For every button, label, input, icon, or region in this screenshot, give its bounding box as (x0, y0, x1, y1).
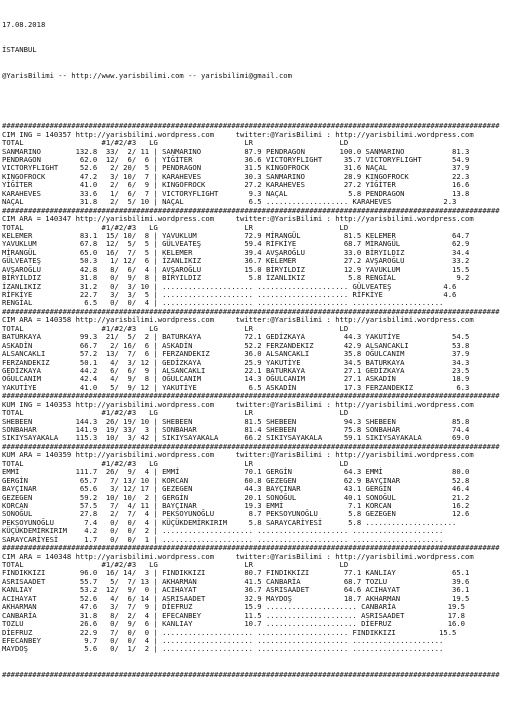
column-header-line: TOTAL #1/#2/#3 LG LR LD (2, 458, 349, 468)
race-header-line: KUM ING = 140353 http://yarisbilimi.wordpress.com twitter:@YarisBilimi : http://yarisbilimi.wordpress.com (2, 399, 474, 409)
race-row: GEDİZKAYA 44.2 6/ 6/ 9 | ALSANCAKLI 22.1 BATURKAYA 27.1 GEDİZKAYA 23.5 (2, 365, 470, 375)
separator-line: ################################################################################################################### (2, 669, 500, 679)
race-row: ALSANCAKLI 57.2 13/ 7/ 6 | FERZANDEKIZ 36.0 ALSANCAKLI 35.8 OĞULCANIM 37.9 (2, 349, 470, 359)
race-row: MAYDOŞ 5.6 0/ 1/ 2 | ..................... ..................... ..................... (2, 644, 444, 654)
column-header-line: TOTAL #1/#2/#3 LG LR LD (2, 323, 349, 333)
race-row: TOZLU 26.6 0/ 9/ 6 | KANLIAY 10.7 ..................... DİEFRUZ 16.0 (2, 619, 466, 629)
race-row: NAÇAL 31.8 2/ 5/ 10 | NAÇAL 6.5 ................... KARAHEVES 2.3 (2, 197, 457, 207)
race-row: YAVUKLUM 67.8 12/ 5/ 5 | GÜLVEATEŞ 59.4 RİFKİYE 68.7 MİRANGÜL 62.9 (2, 239, 470, 249)
column-header-line: TOTAL #1/#2/#3 LG LR LD (2, 560, 349, 570)
race-row: PEKSOYUNOĞLU 7.4 0/ 0/ 4 | KÜÇÜKDEMİRKIRIM 5.8 SARAYCARİYESİ 5.8 ..................... (2, 517, 457, 527)
race-row: SONOĞUL 27.8 2/ 7/ 4 | PEKSOYUNOĞLU 8.7 PEKSOYUNOĞLU 5.8 GEZEGEN 12.6 (2, 509, 470, 519)
race-row: OĞULCANIM 42.4 4/ 9/ 8 | OĞULCANIM 14.3 OĞULCANIM 27.1 ASKADİN 18.9 (2, 374, 470, 384)
race-row: GEZEGEN 59.2 10/ 10/ 2 | GERGİN 20.1 SONOĞUL 40.1 SONOĞUL 21.2 (2, 492, 470, 502)
race-row: RENGİAL 6.5 0/ 0/ 4 | ..................... ..................... ..................... (2, 298, 444, 308)
race-row: EFECANBEY 9.7 0/ 0/ 4 | ..................... ..................... ..................... (2, 635, 444, 645)
race-row: FINDIKKIZI 96.0 16/ 14/ 3 | FINDIKKIZI 80.7 FINDIKKIZI 77.1 KANLIAY 65.1 (2, 568, 470, 578)
race-block (2, 401, 527, 443)
separator-line: ################################################################################################################### (2, 121, 500, 131)
credits-line: @YarisBilimi -- http://www.yarisbilimi.com -- yarisbilimi@gmail.com (2, 70, 292, 80)
race-row: GÜLVEATEŞ 50.3 1/ 12/ 6 | İZANLIKIZ 36.7 KELEMER 27.2 AVŞAROĞLU 33.2 (2, 256, 470, 266)
race-blocks (2, 122, 527, 654)
date-line: 17.08.2018 (2, 19, 46, 29)
blank-line (2, 97, 527, 105)
race-row: KINGOFROCK 47.2 3/ 10/ 7 | KARAHEVES 30.3 SANMARINO 28.9 KINGOFROCK 22.3 (2, 171, 470, 181)
race-row: İZANLIKIZ 31.2 0/ 3/ 10 | ..................... ..................... GÜLVEATEŞ 4.6 (2, 281, 457, 291)
race-row: MİRANGÜL 65.0 16/ 7/ 5 | KELEMER 39.4 AVŞAROĞLU 33.0 BİRYILDIZ 34.4 (2, 247, 470, 257)
race-row: SIKIYSAYAKALA 115.3 10/ 3/ 42 | SIKIYSAYAKALA 66.2 SIKIYSAYAKALA 59.1 SIKIYSAYAKALA 69.0 (2, 433, 470, 443)
race-header-line: CIM ING = 140357 http://yarisbilimi.wordpress.com twitter:@YarisBilimi : http://yarisbilimi.wordpress.com (2, 129, 474, 139)
race-row: ACIHAYAT 52.6 4/ 6/ 14 | ASRISAADET 32.9 MAYDOŞ 18.7 AKHARMAN 19.5 (2, 593, 470, 603)
separator-line: ################################################################################################################### (2, 441, 500, 451)
separator-line: ################################################################################################################### (2, 391, 500, 401)
race-header-line: CIM ARA = 140358 http://yarisbilimi.wordpress.com twitter:@YarisBilimi : http://yarisbilimi.wordpress.com (2, 315, 474, 325)
race-row: GERGİN 65.7 7/ 13/ 10 | KORCAN 60.8 GEZEGEN 62.9 BAYÇINAR 52.8 (2, 475, 470, 485)
race-header-line: CIM ARA = 140348 http://yarisbilimi.wordpress.com twitter:@YarisBilimi : http://yarisbilimi.wordpress.com (2, 551, 474, 561)
race-row: KORCAN 57.5 7/ 4/ 11 | BAYÇINAR 19.3 EMMİ 7.1 KORCAN 16.2 (2, 500, 470, 510)
race-block (2, 553, 527, 654)
race-header-line: KUM ARA = 140359 http://yarisbilimi.wordpress.com twitter:@YarisBilimi : http://yarisbilimi.wordpress.com (2, 450, 474, 460)
race-row: BATURKAYA 99.3 21/ 5/ 2 | BATURKAYA 72.1 GEDİZKAYA 44.3 YAKUTİYE 54.5 (2, 332, 470, 342)
race-row: SONBAHAR 141.9 19/ 33/ 3 | SONBAHAR 81.4 SHEBEEN 75.8 SONBAHAR 74.4 (2, 425, 470, 435)
race-row: SANMARINO 132.8 33/ 2/ 11 | SANMARINO 87.9 PENDRAGON 100.0 SANMARINO 81.3 (2, 146, 470, 156)
race-block (2, 316, 527, 392)
race-row: AVŞAROĞLU 42.8 8/ 6/ 4 | AVŞAROĞLU 15.0 BİRYILDIZ 12.9 YAVUKLUM 15.5 (2, 264, 470, 274)
race-row: KÜÇÜKDEMİRKIRIM 4.2 0/ 0/ 2 | ..................... ..................... ..................... (2, 526, 444, 536)
race-row: CANBARİA 31.8 8/ 2/ 4 | EFECANBEY 11.5 ..................... ASRISAADET 17.8 (2, 610, 466, 620)
race-row: SARAYCARİYESİ 1.7 0/ 0/ 1 | ..................... ..................... ..................... (2, 534, 444, 544)
race-block (2, 451, 527, 544)
column-header-line: TOTAL #1/#2/#3 LG LR LD (2, 222, 349, 232)
race-row: YİĞİTER 41.0 2/ 6/ 9 | KINGOFROCK 27.2 KARAHEVES 27.2 YİĞİTER 16.6 (2, 180, 470, 190)
race-block (2, 215, 527, 308)
separator-line: ################################################################################################################### (2, 306, 500, 316)
city-line: İSTANBUL (2, 45, 37, 55)
race-row: DİEFRUZ 22.9 7/ 0/ 0 | ..................... ..................... FINDIKKIZI 15.5 (2, 627, 457, 637)
race-row: VICTORYFLIGHT 52.6 2/ 20/ 5 | PENDRAGON 31.5 KINGOFROCK 31.6 NAÇAL 37.9 (2, 163, 470, 173)
race-row: KELEMER 83.1 15/ 10/ 8 | YAVUKLUM 72.9 MİRANGÜL 81.5 KELEMER 64.7 (2, 230, 470, 240)
separator-line: ################################################################################################################### (2, 205, 500, 215)
race-block (2, 131, 527, 207)
column-header-line: TOTAL #1/#2/#3 LG LR LD (2, 408, 349, 418)
race-row: ASRISAADET 55.7 5/ 7/ 13 | AKHARMAN 41.5 CANBARİA 68.7 TOZLU 39.6 (2, 576, 470, 586)
race-row: SHEBEEN 144.3 26/ 19/ 10 | SHEBEEN 81.5 SHEBEEN 94.3 SHEBEEN 85.8 (2, 416, 470, 426)
race-row: AKHARMAN 47.6 3/ 7/ 9 | DİEFRUZ 15.9 ..................... CANBARİA 19.5 (2, 602, 466, 612)
column-header-line: TOTAL #1/#2/#3 LG LR LD (2, 138, 349, 148)
race-row: BAYÇINAR 65.6 3/ 12/ 17 | GEZEGEN 44.3 BAYÇINAR 43.1 GERGİN 46.4 (2, 484, 470, 494)
race-row: YAKUTİYE 41.0 5/ 9/ 12 | YAKUTİYE 6.5 ASKADİN 17.3 FERZANDEKIZ 6.3 (2, 382, 470, 392)
race-row: RİFKİYE 22.7 3/ 3/ 5 | ..................... ..................... RİFKİYE 4.6 (2, 290, 457, 300)
race-row: KARAHEVES 33.6 1/ 6/ 7 | VICTORYFLIGHT 9.3 NAÇAL 5.8 PENDRAGON 13.8 (2, 188, 470, 198)
race-header-line: CIM ARA = 140347 http://yarisbilimi.wordpress.com twitter:@YarisBilimi : http://yarisbilimi.wordpress.com (2, 214, 474, 224)
separator-line: ################################################################################################################### (2, 543, 500, 553)
race-row: PENDRAGON 62.0 12/ 6/ 6 | YİĞİTER 36.6 VICTORYFLIGHT 35.7 VICTORYFLIGHT 54.9 (2, 155, 470, 165)
race-row: FERZANDEKIZ 50.1 4/ 3/ 12 | GEDİZKAYA 25.9 YAKUTİYE 34.5 BATURKAYA 34.3 (2, 357, 470, 367)
race-row: ASKADİN 66.7 2/ 16/ 6 | ASKADİN 52.2 FERZANDEKIZ 42.9 ALSANCAKLI 53.8 (2, 340, 470, 350)
race-row: KANLIAY 53.2 12/ 9/ 0 | ACIHAYAT 36.7 ASRISAADET 64.6 ACIHAYAT 36.1 (2, 585, 470, 595)
text-document (2, 4, 527, 688)
race-row: EMMİ 111.7 26/ 9/ 4 | EMMİ 70.1 GERGİN 64.3 EMMİ 80.0 (2, 467, 470, 477)
race-row: BİRYILDIZ 31.8 0/ 9/ 8 | BİRYILDIZ 5.8 İZANLIKIZ 5.8 RENGİAL 9.2 (2, 273, 470, 283)
